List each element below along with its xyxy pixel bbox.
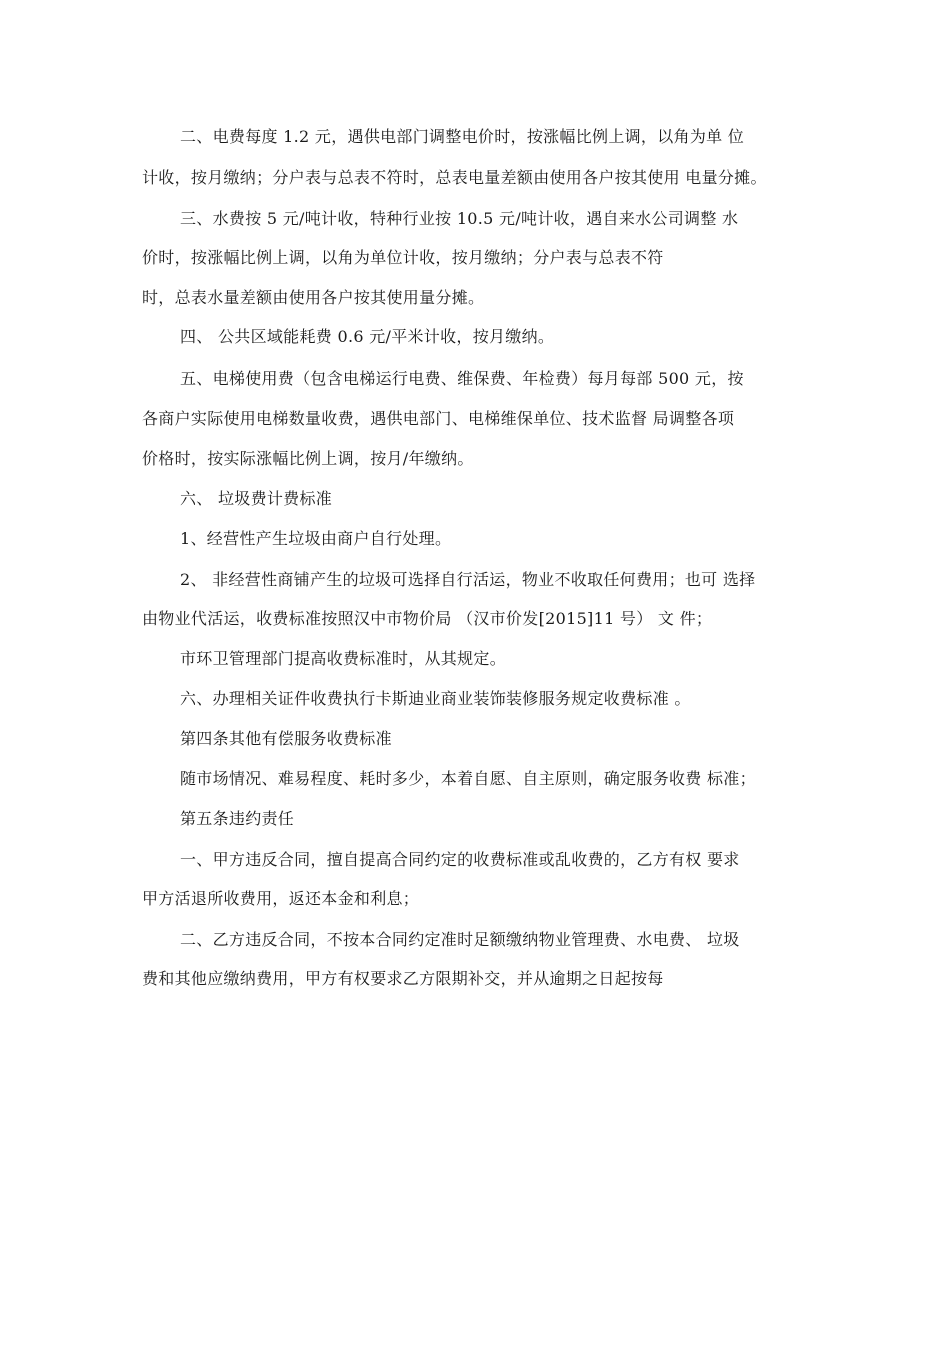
paragraph-line-19: 一、甲方违反合同，擅自提高合同约定的收费标准或乱收费的，乙方有权 要求: [180, 850, 740, 869]
paragraph-line-13: 由物业代活运，收费标准按照汉中市物价局 （汉市价发[2015]11 号） 文 件；: [142, 609, 713, 628]
section-heading-4: 第四条其他有偿服务收费标准: [180, 729, 392, 748]
paragraph-line-1: 二、电费每度 1.2 元，遇供电部门调整电价时，按涨幅比例上调，以角为单 位: [180, 127, 745, 146]
paragraph-line-15: 六、办理相关证件收费执行卡斯迪业商业装饰装修服务规定收费标准 。: [180, 689, 691, 708]
paragraph-line-20: 甲方活退所收费用，返还本金和利息；: [142, 889, 420, 908]
paragraph-line-12: 2、 非经营性商铺产生的垃圾可选择自行活运，物业不收取任何费用；也可 选择: [180, 570, 756, 589]
paragraph-line-5: 时，总表水量差额由使用各户按其使用量分摊。: [142, 288, 485, 307]
paragraph-line-17: 随市场情况、难易程度、耗时多少，本着自愿、自主原则，确定服务收费 标准；: [180, 769, 756, 788]
paragraph-line-4: 价时，按涨幅比例上调，以角为单位计收，按月缴纳；分户表与总表不符: [142, 248, 664, 267]
paragraph-line-21: 二、乙方违反合同，不按本合同约定准时足额缴纳物业管理费、水电费、 垃圾: [180, 930, 740, 949]
paragraph-line-2: 计收，按月缴纳；分户表与总表不符时，总表电量差额由使用各户按其使用 电量分摊。: [142, 168, 767, 187]
paragraph-line-11: 1、经营性产生垃圾由商户自行处理。: [180, 529, 452, 548]
paragraph-line-7: 五、电梯使用费（包含电梯运行电费、维保费、年检费）每月每部 500 元，按: [180, 369, 744, 388]
paragraph-line-22: 费和其他应缴纳费用，甲方有权要求乙方限期补交，并从逾期之日起按每: [142, 969, 664, 988]
paragraph-line-8: 各商户实际使用电梯数量收费，遇供电部门、电梯维保单位、技术监督 局调整各项: [142, 409, 735, 428]
paragraph-line-3: 三、水费按 5 元/吨计收，特种行业按 10.5 元/吨计收，遇自来水公司调整 水: [180, 209, 739, 228]
paragraph-line-10: 六、 垃圾费计费标准: [180, 489, 333, 508]
paragraph-line-9: 价格时，按实际涨幅比例上调，按月/年缴纳。: [142, 449, 474, 468]
section-heading-5: 第五条违约责任: [180, 809, 295, 828]
paragraph-line-14: 市环卫管理部门提高收费标准时，从其规定。: [180, 649, 507, 668]
paragraph-line-6: 四、 公共区域能耗费 0.6 元/平米计收，按月缴纳。: [180, 327, 555, 346]
